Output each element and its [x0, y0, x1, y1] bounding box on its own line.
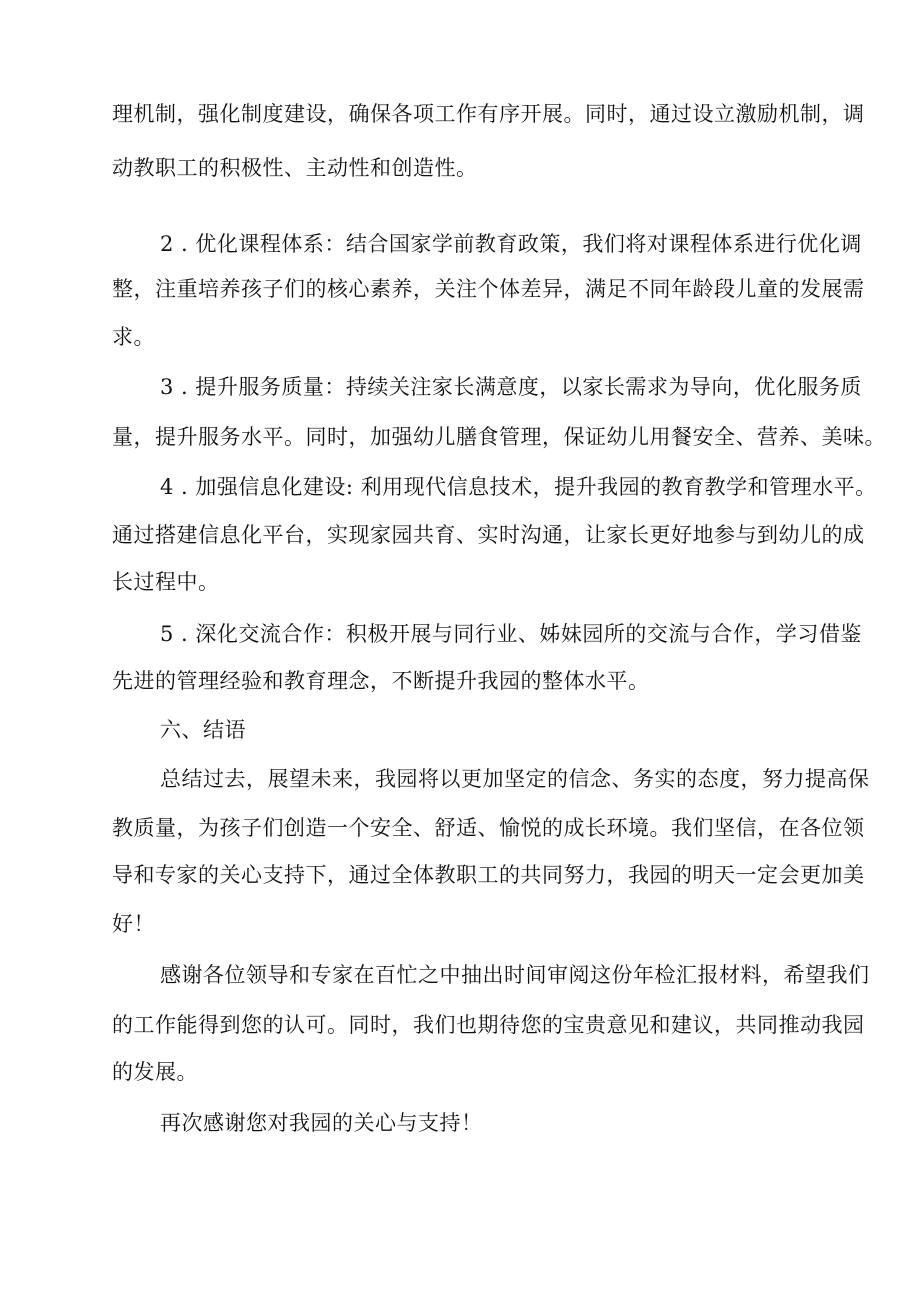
text-line: 先进的管理经验和教育理念，不断提升我园的整体水平。 [112, 669, 650, 693]
text-line: 长过程中。 [112, 570, 220, 594]
text-line: 4 . 加强信息化建设: 利用现代信息技术，提升我园的教育教学和管理水平。 [160, 475, 877, 499]
text-line: 动教职工的积极性、主动性和创造性。 [112, 156, 478, 180]
text-line: 总结过去，展望未来，我园将以更加坚定的信念、务实的态度，努力提高保 [160, 767, 870, 791]
text-line: 整，注重培养孩子们的核心素养，关注个体差异，满足不同年龄段儿童的发展需 [112, 277, 865, 301]
text-line: 理机制，强化制度建设，确保各项工作有序开展。同时，通过设立激励机制，调 [112, 102, 865, 126]
closing-line: 再次感谢您对我园的关心与支持！ [160, 1111, 483, 1135]
text-line: 5 . 深化交流合作：积极开展与同行业、姊妹园所的交流与合作，学习借鉴 [160, 622, 862, 646]
text-line: 的工作能得到您的认可。同时，我们也期待您的宝贵意见和建议，共同推动我园 [112, 1013, 865, 1037]
text-line: 通过搭建信息化平台，实现家园共育、实时沟通，让家长更好地参与到幼儿的成 [112, 523, 865, 547]
text-line: 的发展。 [112, 1060, 198, 1084]
text-line: 感谢各位领导和专家在百忙之中抽出时间审阅这份年检汇报材料，希望我们 [160, 963, 870, 987]
text-line: 教质量，为孩子们创造一个安全、舒适、愉悦的成长环境。我们坚信，在各位领 [112, 816, 865, 840]
text-line: 量，提升服务水平。同时，加强幼儿膳食管理，保证幼儿用餐安全、营养、美味。 [112, 425, 886, 449]
text-line: 求。 [112, 325, 155, 349]
text-line: 2 . 优化课程体系：结合国家学前教育政策，我们将对课程体系进行优化调 [160, 232, 862, 256]
text-line: 导和专家的关心支持下，通过全体教职工的共同努力，我园的明天一定会更加美 [112, 863, 865, 887]
text-line: 好！ [112, 912, 155, 936]
text-line: 3 . 提升服务质量：持续关注家长满意度，以家长需求为导向，优化服务质 [160, 375, 862, 399]
section-heading-conclusion: 六、结语 [160, 718, 246, 742]
